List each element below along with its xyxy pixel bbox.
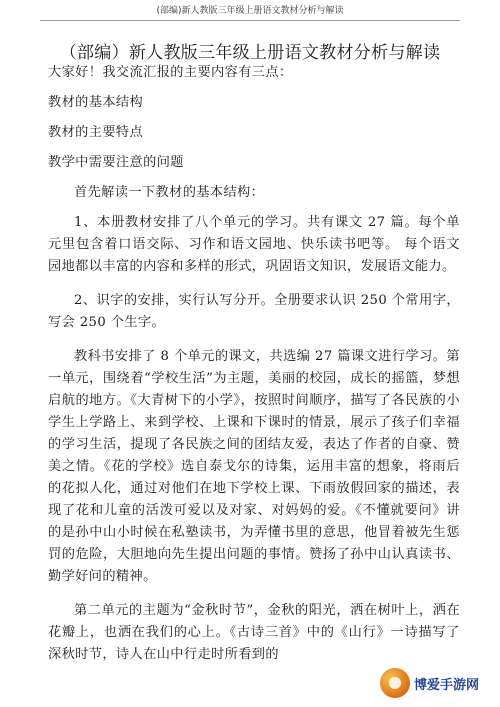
unit-two-paragraph: 第二单元的主题为“金秋时节”，金秋的阳光，洒在树叶上，洒在花瓣上，也洒在我们的心上。《古诗三首》中的《山行》一诗描写了深秋时节，诗人在山中行走时所看到的 bbox=[48, 603, 460, 662]
game-site-logo-icon bbox=[380, 668, 410, 698]
header-divider bbox=[40, 20, 460, 21]
structure-intro-paragraph: 首先解读一下教材的基本结构： bbox=[74, 185, 265, 200]
document-title: （部编）新人教版三年级上册语文教材分析与解读 bbox=[59, 43, 441, 63]
page-header: (部编)新人教版三年级上册语文教材分析与解读 bbox=[156, 6, 344, 16]
point-features: 教材的主要特点 bbox=[48, 125, 144, 140]
watermark-text: 博爱手游网 bbox=[414, 677, 480, 693]
site-watermark bbox=[380, 665, 492, 701]
unit-one-paragraph: 教科书安排了 8 个单元的课文，共选编 27 篇课文进行学习。第一单元，围绕着“学校生活”为主题，美丽的校园，成长的摇篮，梦想启航的地方。《大青树下的小学》，按照时间顺序，描写了各民族的小学生上学路上、来到学校、上课和下课时的情景，展示了孩子们幸福的学习生活，提现了各民族之间的团结友爱，表达了作者的自豪、赞美之情。《花的学校》选自泰戈尔的诗集，运用丰富的想象，将雨后的花拟人化，通过对他们在地下学校上课、下雨放假回家的描述，表现了花和儿童的活泼可爱以及对家、对妈妈的爱。《不懂就要问》讲的是孙中山小时候在私塾读书，为弄懂书里的意思，他冒着被先生惩罚的危险，大胆地向先生提出问题的事情。赞扬了孙中山认真读书、勤学好问的精神。 bbox=[48, 349, 460, 584]
document-body bbox=[48, 62, 460, 666]
literacy-paragraph: 2、识字的安排，实行认写分开。全册要求认识 250 个常用字，写会 250 个生字。 bbox=[48, 293, 460, 330]
point-issues: 教学中需要注意的问题 bbox=[48, 155, 184, 170]
units-paragraph: 1、本册教材安排了八个单元的学习。共有课文 27 篇。每个单元里包含着口语交际、习作和语文园地、快乐读书吧等。 每个语文园地都以丰富的内容和多样的形式，巩固语文知识，发展语文能力。 bbox=[48, 215, 460, 274]
intro-paragraph: 大家好！我交流汇报的主要内容有三点： bbox=[48, 65, 293, 80]
point-structure: 教材的基本结构 bbox=[48, 95, 144, 110]
